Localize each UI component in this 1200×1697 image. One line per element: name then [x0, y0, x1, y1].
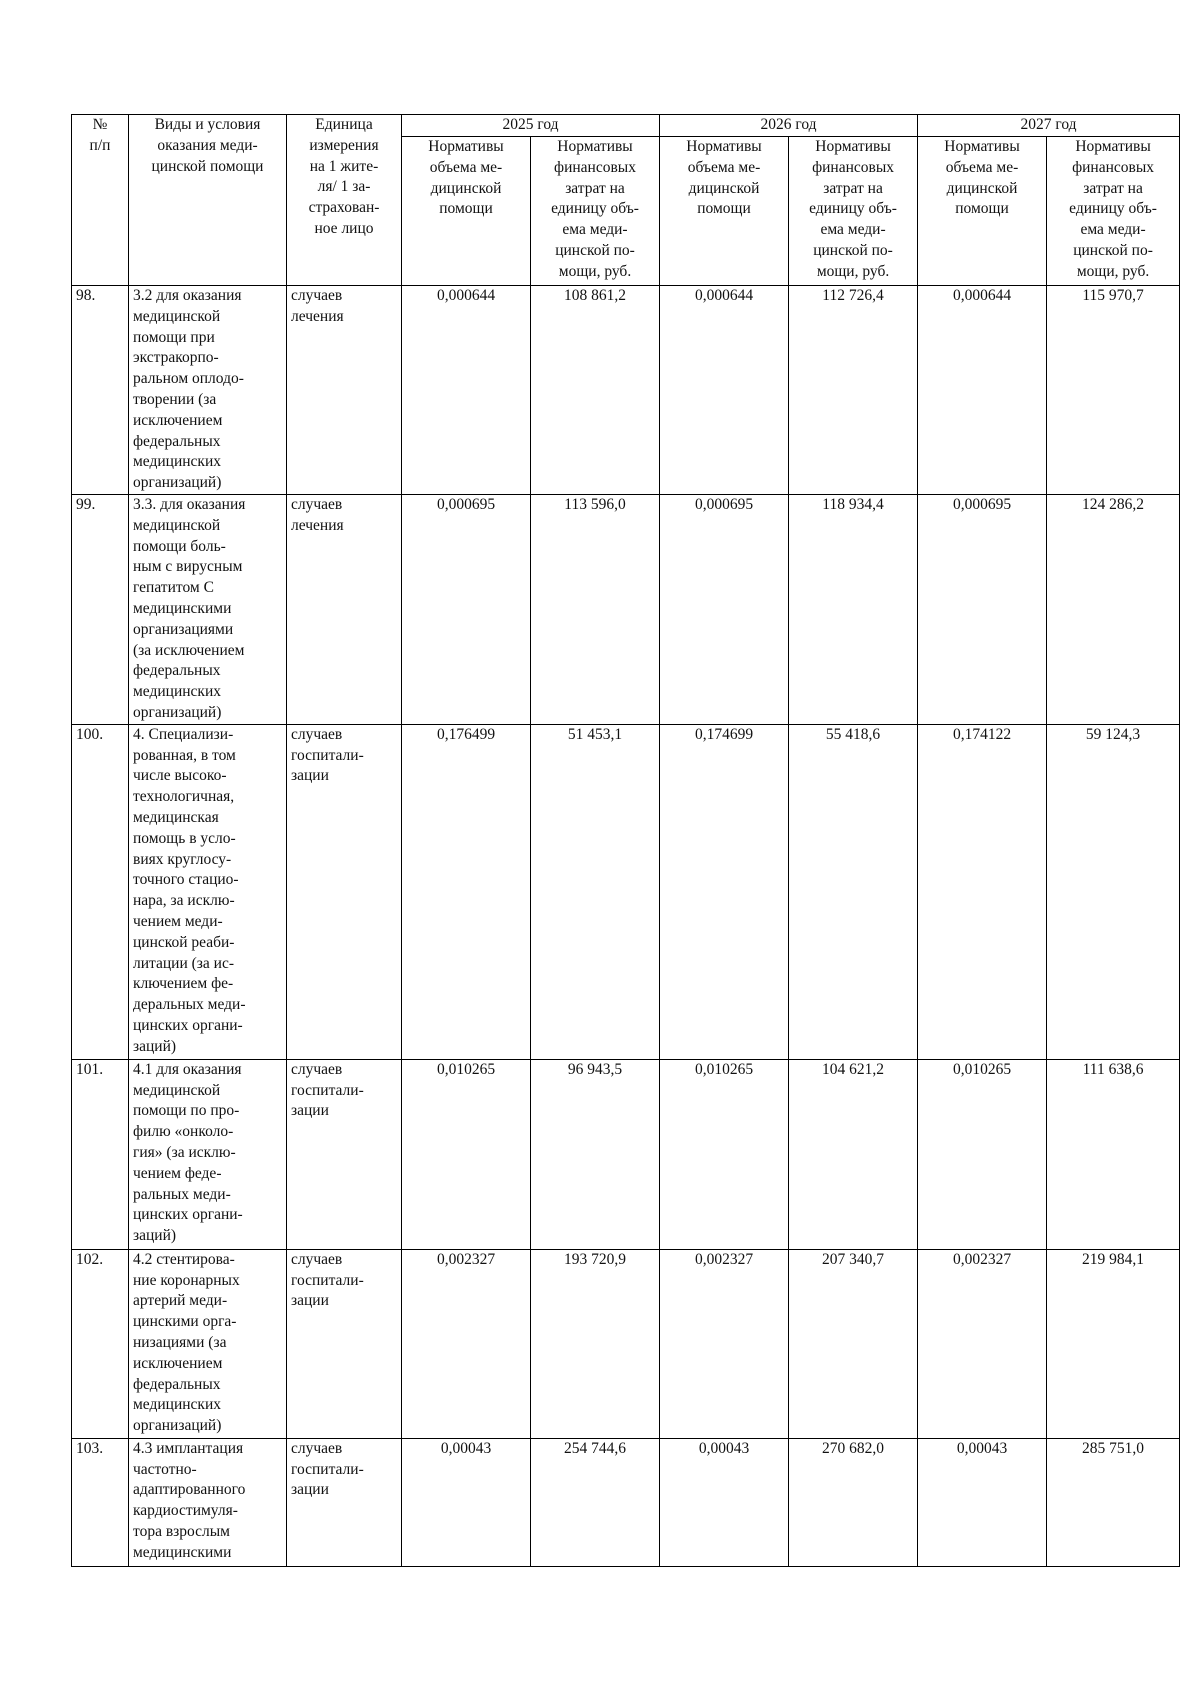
header-year-2027: 2027 год [918, 115, 1180, 137]
volume-2025: 0,010265 [402, 1059, 531, 1249]
header-finance-2027: Нормативы финансовых затрат на единицу объ- ема меди- цинской по- мощи, руб. [1047, 137, 1180, 286]
header-volume-2026: Нормативы объема ме- дицинской помощи [660, 137, 789, 286]
volume-2027: 0,000644 [918, 286, 1047, 495]
table-row [72, 724, 1180, 1059]
volume-2026: 0,174699 [660, 724, 789, 1059]
volume-2027: 0,174122 [918, 724, 1047, 1059]
table-body [72, 286, 1180, 1567]
finance-2025: 113 596,0 [531, 495, 660, 725]
volume-2027: 0,002327 [918, 1249, 1047, 1438]
finance-2025: 108 861,2 [531, 286, 660, 495]
volume-2025: 0,000695 [402, 495, 531, 725]
volume-2027: 0,000695 [918, 495, 1047, 725]
finance-2027: 115 970,7 [1047, 286, 1180, 495]
finance-2026: 104 621,2 [789, 1059, 918, 1249]
table-row [72, 495, 1180, 725]
row-number: 100. [72, 724, 129, 1059]
finance-2027: 59 124,3 [1047, 724, 1180, 1059]
row-number: 103. [72, 1438, 129, 1566]
row-kind: 4.3 имплантация частотно- адаптированного кардиостимуля- тора взрослым медицинскими [129, 1438, 287, 1566]
table-row [72, 1249, 1180, 1438]
row-unit: случаев госпитали- зации [287, 1438, 402, 1566]
table-header [72, 115, 1180, 286]
row-number: 98. [72, 286, 129, 495]
finance-2025: 254 744,6 [531, 1438, 660, 1566]
volume-2025: 0,00043 [402, 1438, 531, 1566]
row-unit: случаев госпитали- зации [287, 1249, 402, 1438]
finance-2026: 118 934,4 [789, 495, 918, 725]
row-kind: 3.3. для оказания медицинской помощи боль- ным с вирусным гепатитом С медицинскими организациями (за исключением федеральных медицинских организаций) [129, 495, 287, 725]
header-volume-2025: Нормативы объема ме- дицинской помощи [402, 137, 531, 286]
row-number: 99. [72, 495, 129, 725]
row-kind: 4.1 для оказания медицинской помощи по про- филю «онколо- гия» (за исклю- чением феде- ральных меди- цинских органи- заций) [129, 1059, 287, 1249]
volume-2027: 0,010265 [918, 1059, 1047, 1249]
row-number: 101. [72, 1059, 129, 1249]
header-finance-2025: Нормативы финансовых затрат на единицу объ- ема меди- цинской по- мощи, руб. [531, 137, 660, 286]
document-page [71, 114, 1179, 1567]
volume-2026: 0,002327 [660, 1249, 789, 1438]
table-row [72, 286, 1180, 495]
row-unit: случаев госпитали- зации [287, 724, 402, 1059]
volume-2025: 0,002327 [402, 1249, 531, 1438]
header-kind: Виды и условия оказания меди- цинской помощи [129, 115, 287, 286]
row-kind: 3.2 для оказания медицинской помощи при экстракорпо- ральном оплодо- творении (за исключением федеральных медицинских организаций) [129, 286, 287, 495]
finance-2025: 51 453,1 [531, 724, 660, 1059]
finance-2026: 270 682,0 [789, 1438, 918, 1566]
volume-2026: 0,00043 [660, 1438, 789, 1566]
volume-2025: 0,176499 [402, 724, 531, 1059]
finance-2025: 193 720,9 [531, 1249, 660, 1438]
finance-2027: 285 751,0 [1047, 1438, 1180, 1566]
header-num: № п/п [72, 115, 129, 286]
header-volume-2027: Нормативы объема ме- дицинской помощи [918, 137, 1047, 286]
row-unit: случаев госпитали- зации [287, 1059, 402, 1249]
volume-2027: 0,00043 [918, 1438, 1047, 1566]
header-unit: Единица измерения на 1 жите- ля/ 1 за- страхован- ное лицо [287, 115, 402, 286]
row-number: 102. [72, 1249, 129, 1438]
volume-2026: 0,010265 [660, 1059, 789, 1249]
table-row [72, 1438, 1180, 1566]
finance-2026: 112 726,4 [789, 286, 918, 495]
volume-2026: 0,000695 [660, 495, 789, 725]
table-row [72, 1059, 1180, 1249]
row-kind: 4. Специализи- рованная, в том числе высоко- технологичная, медицинская помощь в усло- виях круглосу- точного стацио- нара, за исклю- чением меди- цинской реаби- литации (за ис- ключением фе- деральных меди- цинских органи- заций) [129, 724, 287, 1059]
row-unit: случаев лечения [287, 286, 402, 495]
header-year-2026: 2026 год [660, 115, 918, 137]
volume-2025: 0,000644 [402, 286, 531, 495]
row-unit: случаев лечения [287, 495, 402, 725]
finance-2027: 124 286,2 [1047, 495, 1180, 725]
finance-2026: 55 418,6 [789, 724, 918, 1059]
finance-2026: 207 340,7 [789, 1249, 918, 1438]
header-finance-2026: Нормативы финансовых затрат на единицу объ- ема меди- цинской по- мощи, руб. [789, 137, 918, 286]
normatives-table [71, 114, 1180, 1567]
finance-2025: 96 943,5 [531, 1059, 660, 1249]
finance-2027: 111 638,6 [1047, 1059, 1180, 1249]
volume-2026: 0,000644 [660, 286, 789, 495]
row-kind: 4.2 стентирова- ние коронарных артерий меди- цинскими орга- низациями (за исключением федеральных медицинских организаций) [129, 1249, 287, 1438]
finance-2027: 219 984,1 [1047, 1249, 1180, 1438]
header-year-2025: 2025 год [402, 115, 660, 137]
